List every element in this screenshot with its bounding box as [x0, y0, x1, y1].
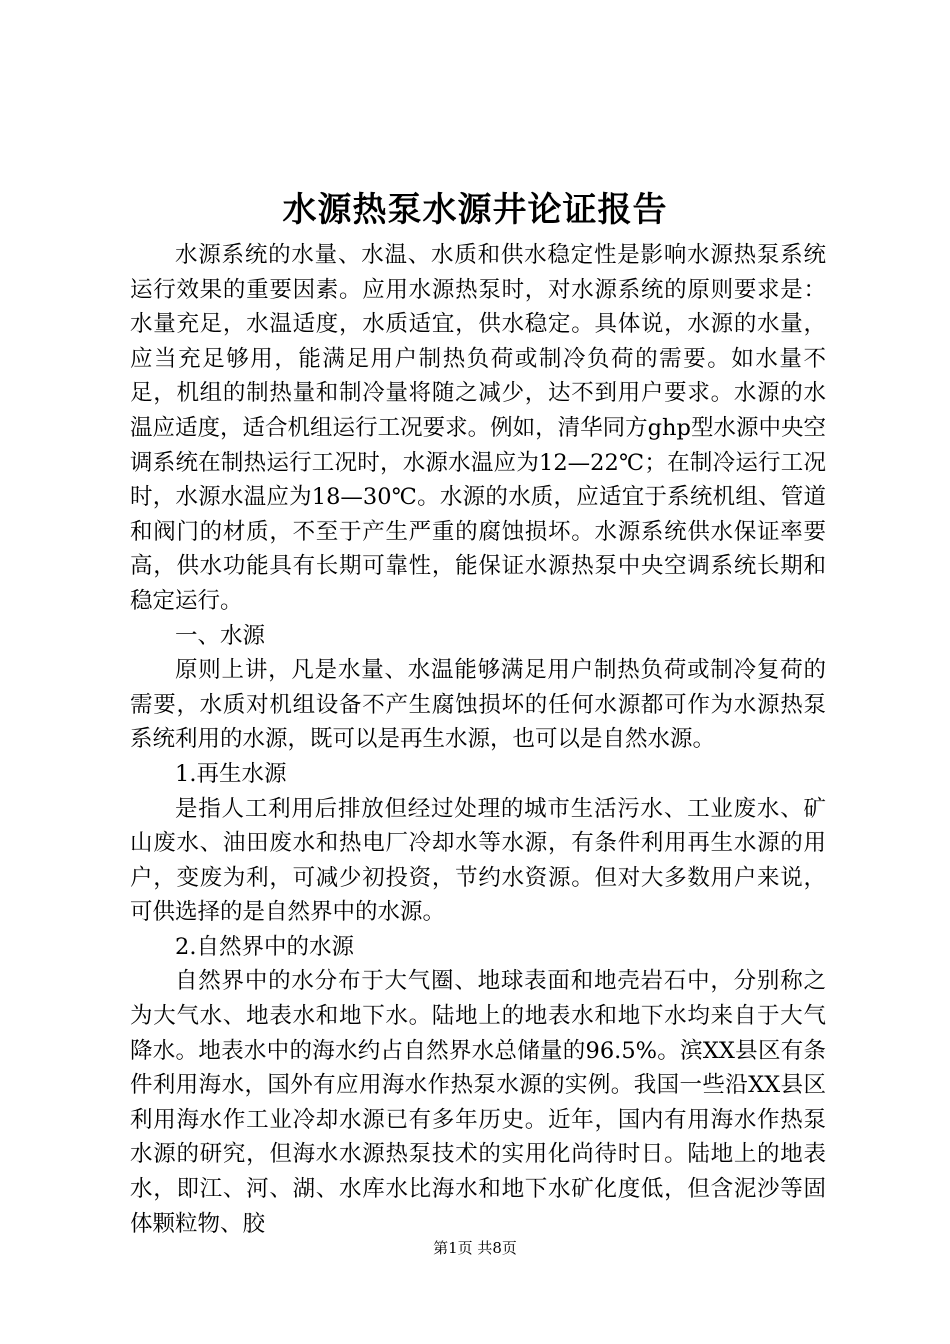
section-heading-water-source: 一、水源	[175, 622, 266, 649]
document-body	[130, 238, 826, 1241]
document-title: 水源热泵水源井论证报告	[282, 190, 668, 230]
subsection-heading-recycled-water: 1.再生水源	[175, 760, 287, 787]
subsection-heading-natural-water: 2.自然界中的水源	[175, 933, 354, 960]
page-footer: 第1页 共8页	[433, 1239, 517, 1257]
paragraph-principle: 原则上讲，凡是水量、水温能够满足用户制热负荷或制冷复荷的需要，水质对机组设备不产生腐蚀损坏的任何水源都可作为水源热泵系统利用的水源，既可以是再生水源，也可以是自然水源。	[130, 657, 826, 753]
paragraph-recycled-water: 是指人工利用后排放但经过处理的城市生活污水、工业废水、矿山废水、油田废水和热电厂冷却水等水源，有条件利用再生水源的用户，变废为利，可减少初投资，节约水资源。但对大多数用户来说，可供选择的是自然界中的水源。	[130, 795, 826, 926]
paragraph-natural-water: 自然界中的水分布于大气圈、地球表面和地壳岩石中，分别称之为大气水、地表水和地下水。陆地上的地表水和地下水均来自于大气降水。地表水中的海水约占自然界水总储量的96.5%。滨XX县区有条件利用海水，国外有应用海水作热泵水源的实例。我国一些沿XX县区利用海水作工业冷却水源已有多年历史。近年，国内有用海水作热泵水源的研究，但海水水源热泵技术的实用化尚待时日。陆地上的地表水，即江、河、湖、水库水比海水和地下水矿化度低，但含泥沙等固体颗粒物、胶	[130, 968, 826, 1237]
paragraph-intro: 水源系统的水量、水温、水质和供水稳定性是影响水源热泵系统运行效果的重要因素。应用水源热泵时，对水源系统的原则要求是：水量充足，水温适度，水质适宜，供水稳定。具体说，水源的水量，应当充足够用，能满足用户制热负荷或制冷负荷的需要。如水量不足，机组的制热量和制冷量将随之减少，达不到用户要求。水源的水温应适度，适合机组运行工况要求。例如，清华同方ghp型水源中央空调系统在制热运行工况时，水源水温应为12—22℃；在制冷运行工况时，水源水温应为18—30℃。水源的水质，应适宜于系统机组、管道和阀门的材质，不至于产生严重的腐蚀损坏。水源系统供水保证率要高，供水功能具有长期可靠性，能保证水源热泵中央空调系统长期和稳定运行。	[130, 242, 826, 614]
